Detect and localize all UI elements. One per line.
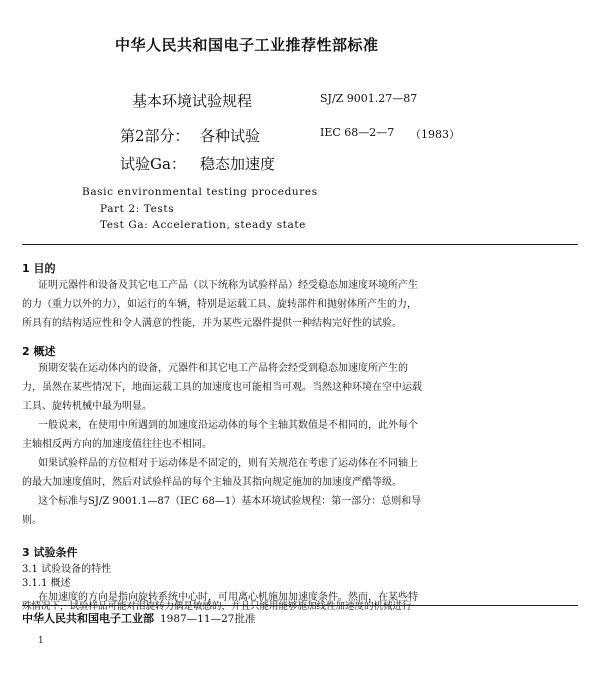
section-2-p1-line2: 力，虽然在某些情况下，地面运载工具的加速度也可能相当可观。当然这种环境在空中运载	[22, 382, 422, 393]
section-2-p3-line1: 如果试验样品的方位相对于运动体是不固定的，则有关规范在考虑了运动体在不同轴上	[38, 458, 418, 469]
section-1-line1: 证明元器件和设备及其它电工产品（以下统称为试验样品）经受稳态加速度环境所产生	[38, 280, 418, 291]
footer-divider	[22, 605, 578, 606]
section-1-heading: 1 目的	[22, 262, 56, 275]
header-divider	[22, 244, 578, 245]
section-2-heading: 2 概述	[22, 345, 56, 358]
section-2-p2-line1: 一般说来，在使用中所遇到的加速度沿运动体的每个主轴其数值是不相同的，此外每个	[38, 420, 418, 431]
section-2-p4-line2: 则。	[22, 515, 42, 526]
iec-code: IEC 68—2—7	[320, 126, 395, 139]
part-label: 第2部分：	[120, 127, 190, 145]
section-3-1-heading: 3.1 试验设备的特性	[22, 564, 112, 575]
section-2-p4-line1: 这个标准与SJ/Z 9001.1—87（IEC 68—1）基本环境试验规程：第一部分：总则和导	[38, 496, 422, 507]
english-title-line1: Basic environmental testing procedures	[82, 186, 318, 198]
section-3-p1-line2: 殊情况下，试验样品可能对泪旋转力偶是敏感的，并且只能用能够施加线性加速度的机械进行	[22, 601, 412, 612]
section-1-line3: 所具有的结构适应性和令人满意的性能，并为某些元器件提供一种结构完好性的试验。	[22, 318, 402, 329]
document-title: 基本环境试验规程	[132, 92, 253, 110]
test-label: 试验Ga：	[120, 155, 186, 173]
ministry-standard-title: 中华人民共和国电子工业推荐性部标准	[115, 36, 379, 54]
section-2-p2-line2: 主轴相反两方向的加速度值往往也不相同。	[22, 439, 212, 450]
section-3-1-1-heading: 3.1.1 概述	[22, 578, 71, 589]
approval-date: 1987—11—27批准	[160, 613, 256, 625]
english-title-line3: Test Ga: Acceleration, steady state	[100, 219, 306, 231]
section-3-heading: 3 试验条件	[22, 546, 78, 559]
iec-year: （1983）	[410, 128, 460, 141]
part-title: 各种试验	[200, 127, 261, 145]
section-2-p3-line2: 的最大加速度值时，然后对试验样品的每个主轴及其指向规定施加的加速度严酷等级。	[22, 477, 402, 488]
test-title: 稳态加速度	[200, 155, 276, 173]
section-2-p1-line1: 预期安装在运动体内的设备，元器件和其它电工产品将会经受到稳态加速度所产生的	[38, 363, 408, 374]
section-1-line2: 的力（重力以外的力），如运行的车辆，特别是运载工具、旋转部件和抛射体所产生的力，	[22, 299, 417, 310]
section-3-p1-line1: 在加速度的方向是指向旋转系统中心时，可用离心机施加加速度条件。然而，在某些特	[38, 592, 418, 603]
english-title-line2: Part 2: Tests	[100, 203, 175, 215]
footer-ministry: 中华人民共和国电子工业部	[22, 612, 154, 625]
section-2-p1-line3: 工具、旋转机械中最为明显。	[22, 401, 152, 412]
standard-code: SJ/Z 9001.27—87	[320, 92, 418, 105]
page-number: 1	[38, 636, 44, 646]
